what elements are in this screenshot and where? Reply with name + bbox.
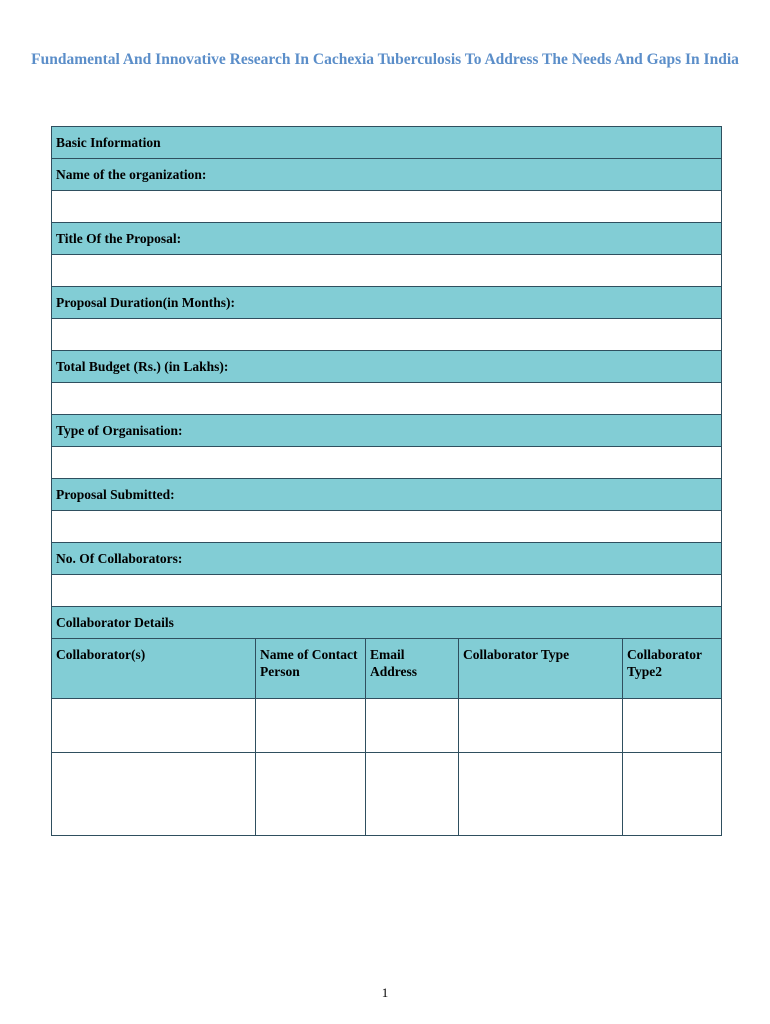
basic-information-form <box>51 126 722 836</box>
field-label-organization: Name of the organization: <box>52 159 722 191</box>
page-number: 1 <box>381 985 389 1000</box>
column-header-collaborator-type2: Collaborator Type2 <box>623 639 722 699</box>
table-cell[interactable] <box>52 699 256 753</box>
field-input-proposal-title[interactable] <box>52 255 722 287</box>
document-title: Fundamental And Innovative Research In Cachexia Tuberculosis To Address The Needs And Gaps In India <box>31 51 739 68</box>
section-collaborator-details: Collaborator Details <box>52 607 722 639</box>
field-label-organisation-type: Type of Organisation: <box>52 415 722 447</box>
table-cell[interactable] <box>366 753 459 836</box>
column-header-collaborators: Collaborator(s) <box>52 639 256 699</box>
field-label-proposal-submitted: Proposal Submitted: <box>52 479 722 511</box>
table-cell[interactable] <box>52 753 256 836</box>
field-label-proposal-title: Title Of the Proposal: <box>52 223 722 255</box>
field-input-proposal-duration[interactable] <box>52 319 722 351</box>
field-input-organisation-type[interactable] <box>52 447 722 479</box>
section-basic-information: Basic Information <box>52 127 722 159</box>
table-cell[interactable] <box>366 699 459 753</box>
table-cell[interactable] <box>459 699 623 753</box>
table-cell[interactable] <box>623 699 722 753</box>
table-cell[interactable] <box>459 753 623 836</box>
table-cell[interactable] <box>256 753 366 836</box>
table-row <box>52 699 722 753</box>
field-input-proposal-submitted[interactable] <box>52 511 722 543</box>
field-input-organization[interactable] <box>52 191 722 223</box>
column-header-contact-person: Name of Contact Person <box>256 639 366 699</box>
field-label-collaborator-count: No. Of Collaborators: <box>52 543 722 575</box>
field-label-proposal-duration: Proposal Duration(in Months): <box>52 287 722 319</box>
column-header-email: Email Address <box>366 639 459 699</box>
field-label-total-budget: Total Budget (Rs.) (in Lakhs): <box>52 351 722 383</box>
table-row <box>52 753 722 836</box>
table-cell[interactable] <box>256 699 366 753</box>
table-cell[interactable] <box>623 753 722 836</box>
field-input-total-budget[interactable] <box>52 383 722 415</box>
column-header-collaborator-type: Collaborator Type <box>459 639 623 699</box>
field-input-collaborator-count[interactable] <box>52 575 722 607</box>
